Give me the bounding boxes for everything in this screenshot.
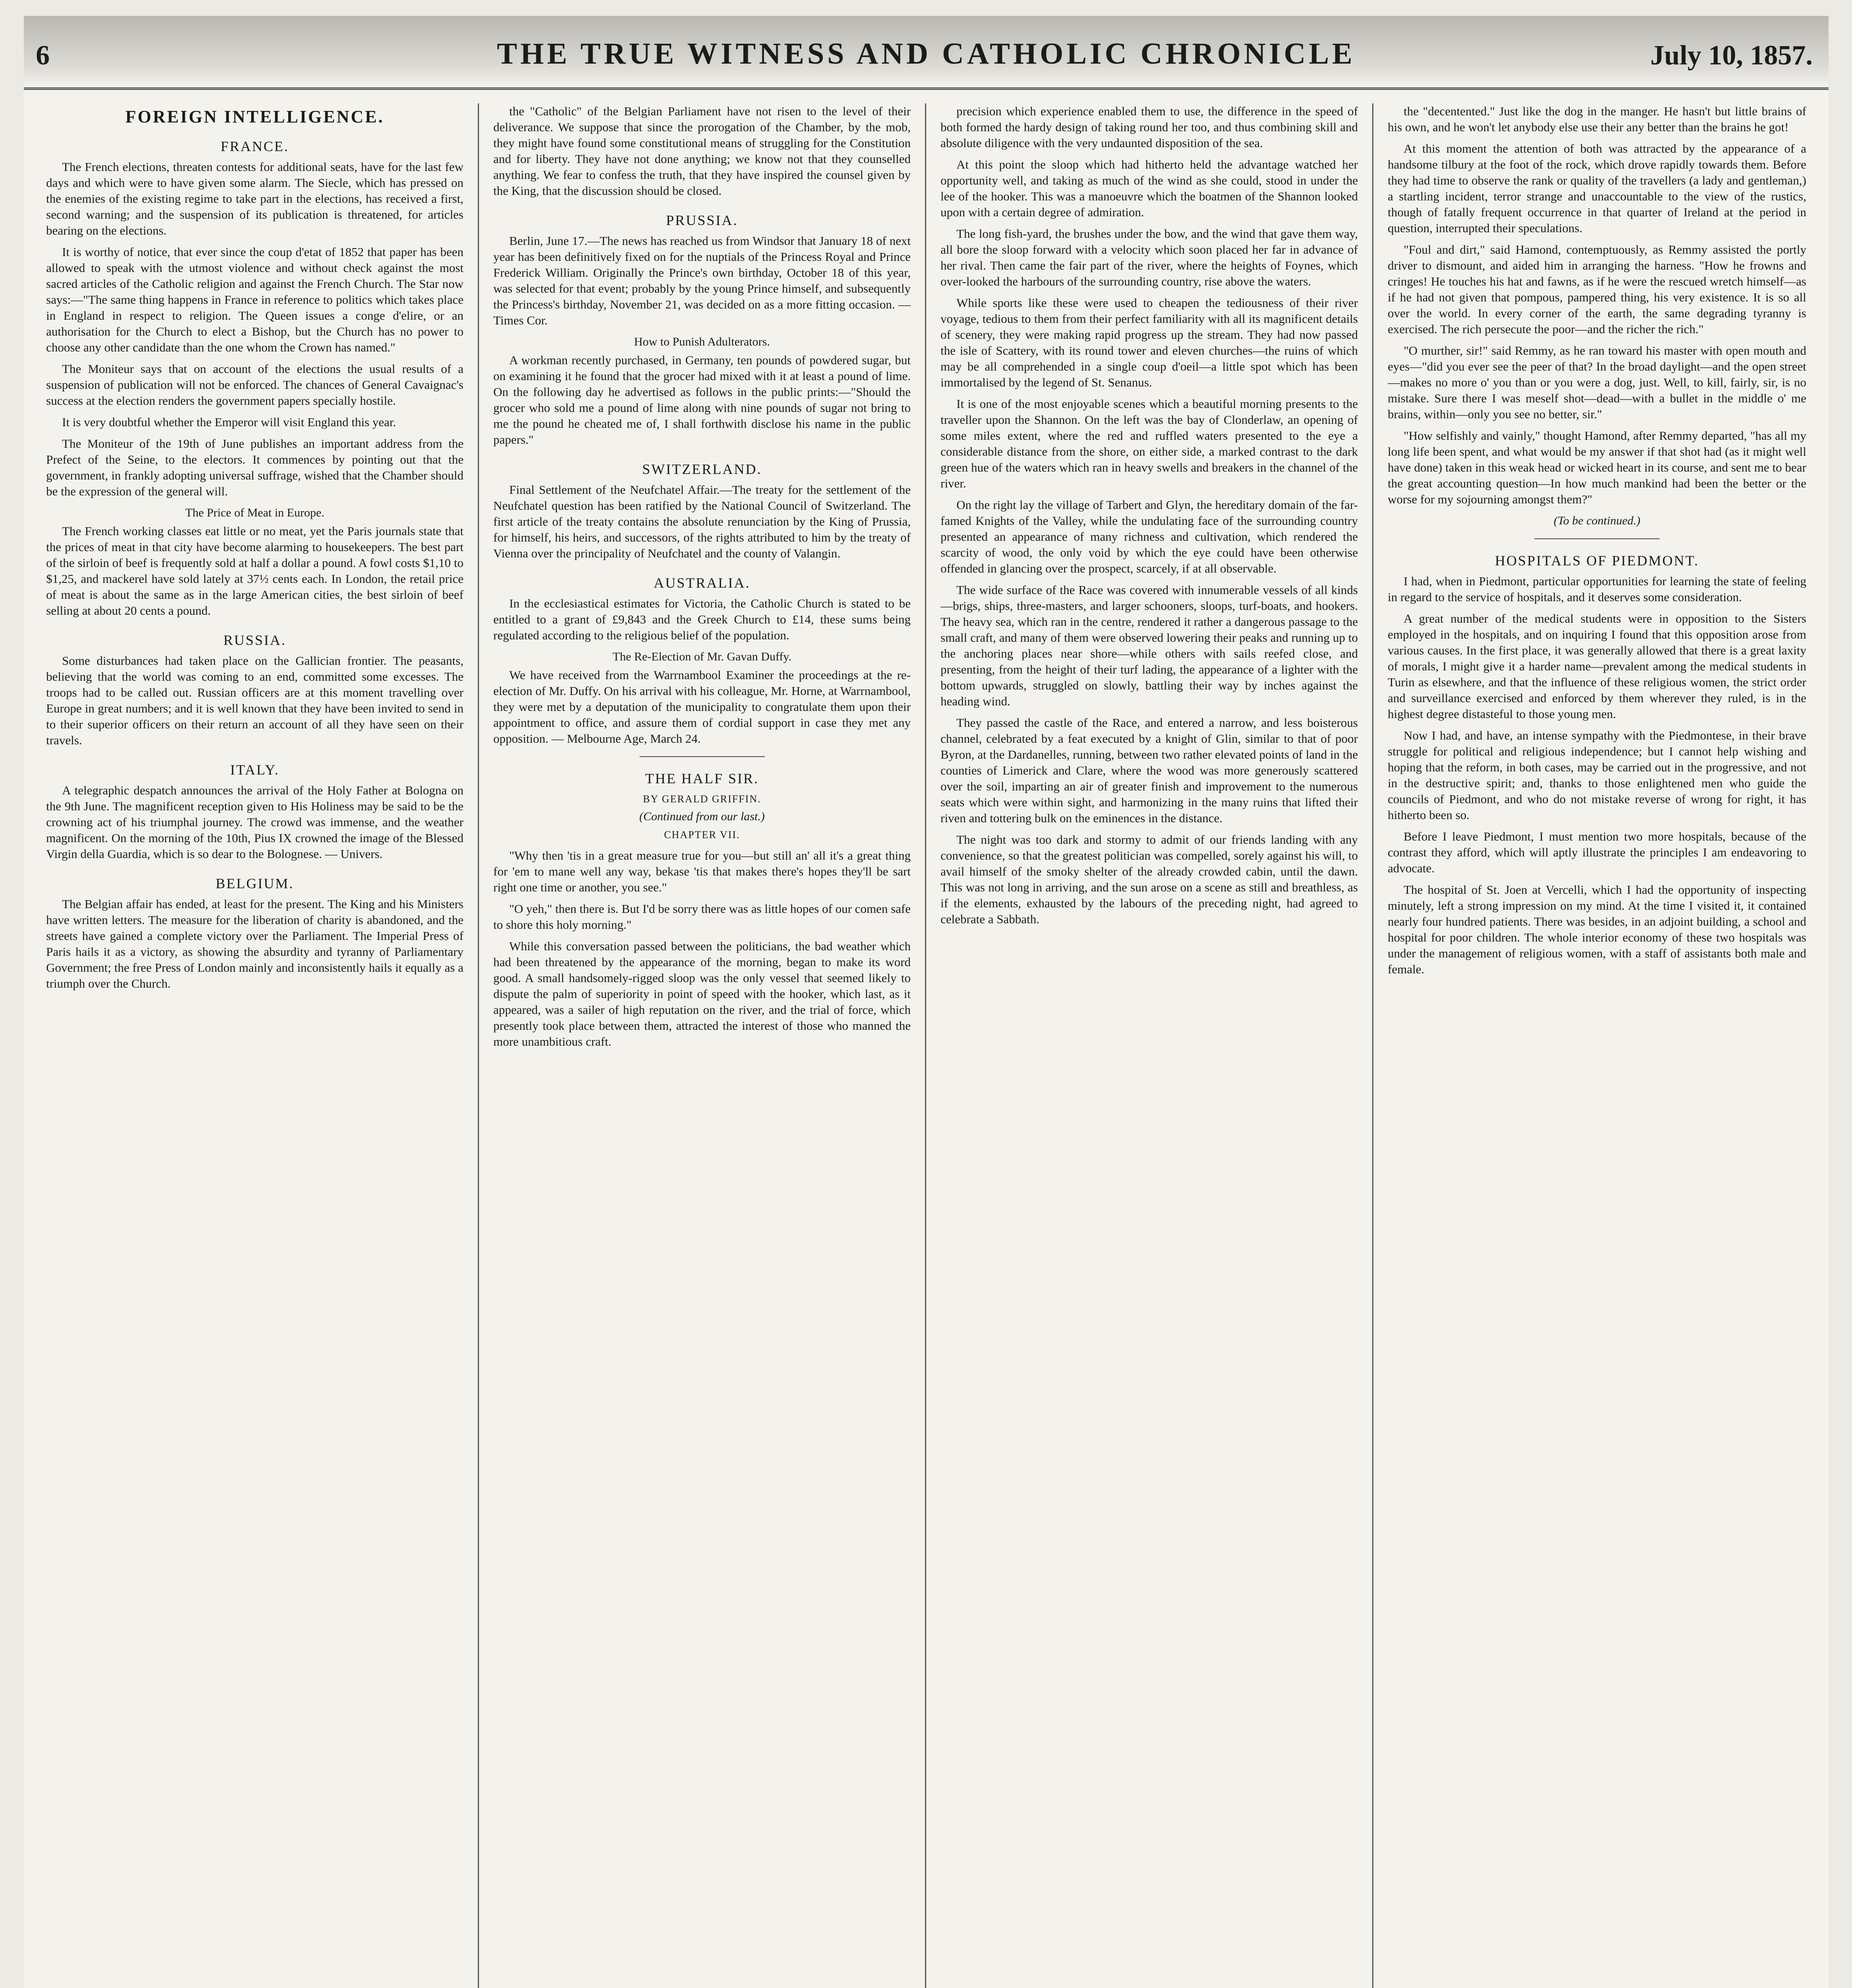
heading-prussia: PRUSSIA.	[666, 212, 738, 228]
to-be-continued: (To be continued.)	[1553, 514, 1641, 527]
paragraph: The night was too dark and stormy to admit of our friends landing with any convenience, so that the greatest politician was compelled, sorely against his will, to avail himself of the smoky shelter of the already crowded cabin, until the dawn. This was not long in arriving, and the sun arose on a scene as still and breathless, as if the elements, exhausted by the labours of the preceding night, had agreed to celebrate a Sabbath.	[941, 833, 1358, 926]
paragraph: Berlin, June 17.—The news has reached us from Windsor that January 18 of next year has been definitively fixed on for the nuptials of the Princess Royal and Prince Frederick William. Originally the Prince's own birthday, October 18 of this year, was selected for that event; probably by the young Prince himself, and subsequently the Princess's birthday, November 21, was decided on as a more fitting occasion. — Times Cor.	[493, 234, 911, 327]
paragraph: Some disturbances had taken place on the Gallician frontier. The peasants, believing that the world was coming to an end, committed some excesses. The troops had to be called out. Russian officers are at this moment travelling over Europe in great numbers; and it is well known that they have been invited to send in to their superior officers on their return an account of all they have seen on their travels.	[46, 654, 463, 747]
heading-price-of-meat: The Price of Meat in Europe.	[185, 506, 324, 519]
heading-duffy: The Re-Election of Mr. Gavan Duffy.	[613, 650, 791, 663]
paragraph: The French working classes eat little or no meat, yet the Paris journals state that the prices of meat in that city have become alarming to housekeepers. The best part of the sirloin of beef is frequently sold at half a dollar a pound. A fowl costs $1,10 to $1,25, and mackerel have sold lately at 37½ cents each. In London, the retail price of meat is about the same as in the large American cities, the best sirloin of beef selling at about 20 cents a pound.	[46, 524, 463, 617]
story-byline: BY GERALD GRIFFIN.	[643, 793, 761, 805]
paragraph: precision which experience enabled them to use, the difference in the speed of both formed the hardy design of taking round her too, and thus combining skill and absolute diligence with the very undaunted disposition of the sea.	[941, 104, 1358, 150]
paragraph: Now I had, and have, an intense sympathy with the Piedmontese, in their brave struggle for political and religious independence; but I cannot help wishing and hoping that the reform, in both cases, may be carried out in the progressive, and not in the destructive spirit; and, thanks to those enlightened men who guide the councils of Piedmont, and who do not mistake reverse of wrong for right, it has hitherto been so.	[1388, 728, 1806, 822]
paragraph: the "Catholic" of the Belgian Parliament have not risen to the level of their deliverance. We suppose that since the prorogation of the Chamber, by the mob, they might have found some constitutional means of struggling for the Constitution and for liberty. They have not done anything; we know not that they counselled anything. We fear to confess the truth, that they have inspired the counsel given by the King, that the discussion should be closed.	[493, 104, 911, 198]
paragraph: "Why then 'tis in a great measure true for you—but still an' all it's a great thing for 'em to mane well any way, bekase 'tis that makes there's hopes they'll be sart right one time or another, you see."	[493, 848, 911, 894]
paragraph: Final Settlement of the Neufchatel Affair.—The treaty for the settlement of the Neufchatel question has been ratified by the National Council of Switzerland. The first article of the treaty contains the absolute renunciation by the King of Prussia, for himself, his heirs, and successors, of the rights attributed to him by the treaty of Vienna over the principality of Neufchatel and the county of Valangin.	[493, 483, 911, 560]
story-chapter: CHAPTER VII.	[664, 829, 740, 841]
paragraph: While sports like these were used to cheapen the tediousness of their river voyage, tedious to them from their perfect familiarity with all its magnificent details of scenery, they were making rapid progress up the stream. They had now passed the isle of Scattery, with its round tower and eleven churches—the ruins of which may be all comprehended in a single coup d'oeil—a little spot which has been immortalised by the legend of St. Senanus.	[941, 296, 1358, 389]
paragraph: The hospital of St. Joen at Vercelli, which I had the opportunity of inspecting minutely, left a strong impression on my mind. At the time I visited it, it contained nearly four hundred patients. There was besides, in an adjoint building, a school and hospital for poor children. The whole interior economy of these two hospitals was under the management of religious women, with a staff of assistants both male and female.	[1388, 883, 1806, 976]
paragraph: We have received from the Warrnambool Examiner the proceedings at the re-election of Mr. Duffy. On his arrival with his colleague, Mr. Horne, at Warrnambool, they were met by a deputation of the municipality to congratulate them upon their appointment to office, and assure them of cordial support in case they met any opposition. — Melbourne Age, March 24.	[493, 668, 911, 746]
heading-hospitals: HOSPITALS OF PIEDMONT.	[1495, 553, 1699, 569]
heading-france: FRANCE.	[220, 138, 289, 154]
paragraph: A workman recently purchased, in Germany, ten pounds of powdered sugar, but on examining it he found that the grocer had mixed with it at least a pound of lime. On the following day he advertised as follows in the public prints:—"Should the grocer who sold me a pound of lime along with nine pounds of sugar not bring to me the pound he cheated me of, I shall forthwith disclose his name in the public papers."	[493, 353, 911, 447]
newspaper-title: THE TRUE WITNESS AND CATHOLIC CHRONICLE	[497, 37, 1356, 70]
page-number: 6	[36, 40, 50, 71]
paragraph: A great number of the medical students were in opposition to the Sisters employed in the hospitals, and on inquiring I found that this opposition arose from various causes. In the first place, it was generally allowed that there is a great laxity of morals, I might give it a harder name—prevalent among the medical students in Turin as elsewhere, and that the influence of these religious women, the strict order and surveillance exercised and enforced by them wherever they ruled, is in the highest degree distasteful to those young men.	[1388, 612, 1806, 721]
paragraph: The Belgian affair has ended, at least for the present. The King and his Ministers have written letters. The measure for the liberation of charity is abandoned, and the streets have gained a complete victory over the Parliament. The Imperial Press of Paris hails it as a victory, as showing the absurdity and tyranny of Parliamentary Government; the free Press of London mainly and inconsistently hails it equally as a triumph over the Church.	[46, 897, 463, 990]
column-2	[479, 103, 926, 1988]
column-3	[926, 103, 1373, 1988]
paragraph: "O yeh," then there is. But I'd be sorry there was as little hopes of our comen safe to shore this holy morning."	[493, 902, 911, 932]
paragraph: The wide surface of the Race was covered with innumerable vessels of all kinds—brigs, ships, three-masters, and larger schooners, sloops, turf-boats, and hookers. The heavy sea, which ran in the centre, rendered it rather a dangerous passage to the small craft, and many of them were observed lowering their peaks and running up to the anchoring places near shore—while others with sails reefed close, and presenting, from the height of their turf lading, the appearance of a lighter with the bottom upwards, struggled on slowly, battling their way by inches against the heading wind.	[941, 583, 1358, 708]
heading-australia: AUSTRALIA.	[654, 575, 750, 591]
paragraph: A telegraphic despatch announces the arrival of the Holy Father at Bologna on the 9th June. The magnificent reception given to His Holiness may be said to be the crowning act of his triumphal journey. The crowd was immense, and the weather magnificent. On the morning of the 10th, Pius IX crowned the image of the Blessed Virgin della Guardia, which is so dear to the Bolognese. — Univers.	[46, 783, 463, 861]
paragraph: The Moniteur of the 19th of June publishes an important address from the Prefect of the Seine, to the electors. It commences by pointing out that the government, in frankly adopting universal suffrage, wished that the Chamber should be the expression of the general will.	[46, 437, 463, 498]
paragraph: At this point the sloop which had hitherto held the advantage watched her opportunity well, and taking as much of the wind as she could, stood in under the lee of the hooker. This was a manoeuvre which the boatmen of the Shannon looked upon with a certain degree of admiration.	[941, 157, 1358, 219]
heading-switzerland: SWITZERLAND.	[642, 461, 762, 477]
paragraph: It is one of the most enjoyable scenes which a beautiful morning presents to the traveller upon the Shannon. On the left was the bay of Clonderlaw, an opening of some miles extent, where the red and ruffled waters presented to the eye a considerable distance from the shore, on either side, a marked contrast to the dark green hue of the waters which ran in heavy swells and breakers in the channel of the river.	[941, 397, 1358, 490]
heading-russia: RUSSIA.	[223, 632, 287, 648]
paragraph: The French elections, threaten contests for additional seats, have for the last few days and which were to have given some alarm. The Siecle, which has pressed on the enemies of the existing regime to take part in the elections, has received a first, second warning; and the suspension of its publication is threatened, for articles bearing on the elections.	[46, 160, 463, 237]
paragraph: While this conversation passed between the politicians, the bad weather which had been threatened by the appearance of the morning, began to make its word good. A small handsomely-rigged sloop was the only vessel that seemed likely to dispute the palm of superiority in point of speed with the hooker, which last, as it appeared, was a sailer of high reputation on the river, and the trial of force, which presently took place between them, attracted the interest of those who manned the more unambitious craft.	[493, 939, 911, 1048]
divider	[640, 756, 765, 757]
columns	[32, 103, 1821, 1988]
paragraph: "Foul and dirt," said Hamond, contemptuously, as Remmy assisted the portly driver to dismount, and aided him in arranging the harness. "How he frowns and cringes! He touches his hat and fawns, as if he were the rescued wretch himself—as if he had not given that pompous, pampered thing, his very existence. It is so all over the world. In every corner of the earth, the same degrading tyranny is exercised. The rich persecute the poor—and the richer the rich."	[1388, 243, 1806, 336]
masthead	[24, 16, 1829, 90]
paragraph: In the ecclesiastical estimates for Victoria, the Catholic Church is stated to be entitled to a grant of £9,843 and the Greek Church to £14, these sums being regulated according to the religious belief of the population.	[493, 596, 911, 642]
paragraph: "O murther, sir!" said Remmy, as he ran toward his master with open mouth and eyes—"did you ever see the peer of that? In the broad daylight—and the open street—makes no more o' you than or you were a dog, just. Well, to kill, fairly, sir, is no mistake. Sure there I was meself shot—dead—with a bullet in the middle o' me brains, within—only you see no better, sir."	[1388, 344, 1806, 421]
section-heading-foreign: FOREIGN INTELLIGENCE.	[125, 107, 384, 126]
paragraph: It is very doubtful whether the Emperor will visit England this year.	[62, 415, 396, 429]
paragraph: They passed the castle of the Race, and entered a narrow, and less boisterous channel, celebrated by a feat executed by a knight of Glin, similar to that of poor Byron, at the Dardanelles, running, between two rather elevated points of land in the counties of Limerick and Clare, where the wood was more generously scattered over the soil, imparting an air of greater finish and improvement to the numerous seats which were within sight, and harmonizing in the many ruins that lifted their riven and tottering bulk on the eminences in the distance.	[941, 716, 1358, 825]
paragraph: I had, when in Piedmont, particular opportunities for learning the state of feeling in regard to the service of hospitals, and it deserves some consideration.	[1388, 574, 1806, 604]
issue-date: July 10, 1857.	[1650, 40, 1813, 71]
heading-adulterators: How to Punish Adulterators.	[634, 335, 770, 348]
story-title: THE HALF SIR.	[645, 771, 759, 786]
heading-belgium: BELGIUM.	[215, 876, 294, 891]
paragraph: Before I leave Piedmont, I must mention two more hospitals, because of the contrast they afford, which will aptly illustrate the principles I am endeavoring to advocate.	[1388, 829, 1806, 875]
paragraph: the "decentented." Just like the dog in the manger. He hasn't but little brains of his own, and he won't let anybody else use their any better than the brains he got!	[1388, 104, 1806, 134]
paragraph: At this moment the attention of both was attracted by the appearance of a handsome tilbury at the foot of the rock, which drove rapidly towards them. Before they had time to observe the rank or quality of the travellers (a lady and gentleman,) a startling incident, terror strange and unaccountable to the view of the rustics, though of fatally frequent occurrence in that quarter of Ireland at the period in question, interrupted their speculations.	[1388, 142, 1806, 235]
column-4	[1373, 103, 1821, 1988]
column-1	[32, 103, 479, 1988]
paragraph: The long fish-yard, the brushes under the bow, and the wind that gave them way, all bore the sloop forward with a velocity which soon placed her far in advance of her rival. Then came the fair part of the river, where the heights of Foynes, which over-looked the harbours of the surrounding country, rise above the waters.	[941, 227, 1358, 288]
paragraph: On the right lay the village of Tarbert and Glyn, the hereditary domain of the far-famed Knights of the Valley, while the undulating face of the surrounding country presented an appearance of many richness and cultivation, which rendered the scarcity of wood, the only void by which the eye could have been otherwise offended in glancing over the prospect, scarcely, if at all observable.	[941, 498, 1358, 575]
story-continued-note: (Continued from our last.)	[639, 810, 765, 823]
paragraph: It is worthy of notice, that ever since the coup d'etat of 1852 that paper has been allowed to speak with the utmost violence and without check against the most sacred articles of the Catholic religion and against the French Church. The Star now says:—"The same thing happens in France in reference to politics which takes place in England in respect to religion. The Queen issues a conge d'elire, or an authorisation for the Church to elect a Bishop, but the Church has no power to choose any other candidate than the one whom the Crown has named."	[46, 245, 463, 354]
paragraph: "How selfishly and vainly," thought Hamond, after Remmy departed, "has all my long life been spent, and what would be my answer if that shot had (as it might well have done) taken in this weak head or wicked heart in its course, and sent me to bear the great accounting question—In how much mankind had been the better or the worse for my sojourning amongst them?"	[1388, 429, 1806, 506]
heading-italy: ITALY.	[230, 762, 279, 778]
newspaper-page	[24, 16, 1829, 1988]
paragraph: The Moniteur says that on account of the elections the usual results of a suspension of publication will not be enforced. The chances of General Cavaignac's success at the election renders the government papers specially hostile.	[46, 362, 463, 408]
divider	[1534, 538, 1660, 539]
